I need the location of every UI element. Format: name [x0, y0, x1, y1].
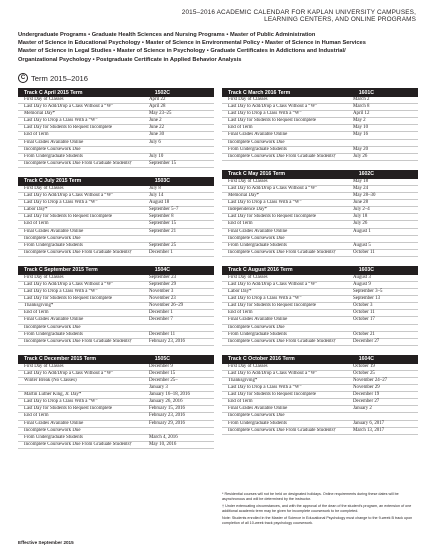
event-label: Last Day to Add/Drop a Class Without a “W”: [24, 370, 114, 376]
event-label: End of Term: [228, 310, 253, 316]
event-date: [353, 413, 418, 419]
event-label: From Undergraduate Students: [24, 331, 83, 337]
event-label: From Undergraduate Students: [228, 242, 287, 248]
event-label: Incomplete Coursework Due: [228, 235, 285, 241]
event-label: Last Day to Add/Drop a Class Without a “W”: [228, 370, 318, 376]
term-title: Track C July 2015 Term: [24, 178, 82, 185]
term-code: 1503C: [154, 178, 170, 185]
event-date: March 8: [353, 104, 370, 110]
event-label: First Day of Classes: [228, 178, 268, 184]
calendar-row: [18, 413, 214, 420]
event-label: Last Day for Students to Request Incomplete: [24, 125, 113, 131]
event-label: Final Grades Available Online: [24, 317, 84, 323]
event-label: First Day of Classes: [228, 274, 268, 280]
calendar-row: [18, 339, 214, 346]
calendar-row: [222, 118, 418, 125]
event-date: July 6: [149, 139, 161, 145]
term-title: Track C April 2015 Term: [24, 89, 83, 96]
event-date: November 3: [149, 289, 174, 295]
event-label: Final Grades Available Online: [24, 139, 84, 145]
term-block: [18, 88, 214, 168]
event-date: July 8: [149, 185, 161, 191]
event-label: Last Day for Students to Request Incomplete: [228, 392, 317, 398]
event-label: Incomplete Coursework Due: [24, 427, 81, 433]
event-label: Incomplete Coursework Due From Graduate Students†: [24, 249, 132, 255]
event-date: September 25: [149, 242, 177, 248]
calendar-row: [18, 147, 214, 154]
calendar-row: [222, 421, 418, 428]
calendar-row: [222, 406, 418, 413]
event-date: December 11: [149, 331, 176, 337]
event-label: Last Day to Drop a Class With a “W”: [228, 111, 302, 117]
calendar-row: [222, 140, 418, 147]
calendar-row: [18, 132, 214, 139]
calendar-row: [18, 118, 214, 125]
calendar-row: [18, 428, 214, 435]
event-label: End of Term: [24, 221, 49, 227]
calendar-row: [18, 325, 214, 332]
event-date: October 19: [353, 363, 375, 369]
event-label: First Day of Classes: [228, 97, 268, 102]
calendar-row: [18, 161, 214, 168]
event-date: December 27: [353, 399, 380, 405]
event-date: August 1: [353, 228, 371, 234]
event-label: Last Day for Students to Request Incomplete: [24, 296, 113, 302]
event-label: Last Day to Add/Drop a Class Without a “W”: [228, 281, 318, 287]
calendar-row: [222, 147, 418, 154]
calendar-row: [222, 97, 418, 104]
event-label: Thanksgiving*: [24, 303, 54, 309]
calendar-row: [222, 132, 418, 139]
left-column: [18, 88, 214, 458]
event-date: October 17: [353, 317, 375, 323]
calendar-row: [222, 250, 418, 257]
event-date: December 27: [353, 338, 380, 344]
event-label: Incomplete Coursework Due: [24, 146, 81, 152]
event-date: August 18: [149, 200, 170, 206]
calendar-row: [18, 399, 214, 406]
event-label: Incomplete Coursework Due: [24, 324, 81, 330]
event-date: September 23: [149, 274, 177, 280]
calendar-row: [222, 413, 418, 420]
event-date: December 15: [149, 370, 176, 376]
event-date: October 21: [353, 331, 375, 337]
event-date: May 23–25: [149, 111, 172, 117]
event-date: [149, 147, 214, 153]
event-date: July 18: [353, 214, 368, 220]
event-label: Independence Day*: [228, 207, 267, 213]
event-label: Last Day for Students to Request Incomplete: [228, 214, 317, 220]
event-date: September 15: [149, 160, 177, 166]
page-header: [0, 9, 416, 24]
event-date: October 11: [353, 310, 375, 316]
calendar-row: [222, 296, 418, 303]
term-code: 1504C: [154, 267, 170, 274]
event-date: February 23, 2016: [149, 413, 185, 419]
term-header: [222, 170, 418, 179]
calendar-row: [222, 214, 418, 221]
calendar-row: [18, 104, 214, 111]
term-header: [18, 177, 214, 186]
event-date: September 13: [353, 296, 381, 302]
event-label: [24, 385, 149, 391]
term-block: [222, 355, 418, 435]
event-label: Thanksgiving*: [228, 378, 258, 383]
calendar-row: [18, 421, 214, 428]
event-label: From Undergraduate Students: [24, 434, 83, 440]
event-label: Last Day to Drop a Class With a “W”: [24, 200, 98, 206]
calendar-row: [222, 317, 418, 324]
calendar-row: [18, 332, 214, 339]
program-line-2: Master of Science in Educational Psychology • Master of Science in Environmental Policy • Master of Science in Human Services: [18, 40, 366, 47]
event-label: Last Day to Add/Drop a Class Without a “W”: [24, 104, 114, 110]
event-date: November 23: [149, 296, 176, 302]
event-date: July 26: [353, 221, 368, 227]
event-label: Final Grades Available Online: [228, 317, 288, 323]
event-label: Incomplete Coursework Due From Graduate Students†: [24, 338, 132, 344]
event-date: April 28: [149, 104, 166, 110]
event-label: Incomplete Coursework Due: [228, 324, 285, 330]
program-line-3: Master of Science in Legal Studies • Master of Science in Psychology • Graduate Certificates in Addictions and Industrial/: [18, 48, 346, 55]
event-label: Labor Day*: [228, 289, 252, 295]
footnote-extension: † Under extenuating circumstances, and with the approval of the dean of the student's program, an extension of one additional academic term may be given for incomplete coursework to be completed.: [222, 504, 412, 513]
term-header: [18, 355, 214, 364]
term-heading-text: Term 2015–2016: [31, 73, 88, 83]
term-code: 1502C: [154, 89, 170, 96]
term-header: [222, 355, 418, 364]
event-date: May 28–30: [353, 193, 376, 199]
event-date: January 3: [149, 385, 168, 391]
calendar-row: [18, 296, 214, 303]
event-label: First Day of Classes: [228, 363, 268, 369]
event-date: May 10, 2016: [149, 441, 177, 447]
event-date: September 15: [149, 221, 177, 227]
event-label: Martin Luther King, Jr. Day*: [24, 392, 82, 398]
event-label: From Undergraduate Students: [228, 331, 287, 337]
event-label: Last Day for Students to Request Incomplete: [228, 303, 317, 309]
calendar-row: [222, 125, 418, 132]
event-date: December 7: [149, 317, 173, 323]
event-date: October 11: [353, 249, 375, 255]
event-label: Incomplete Coursework Due: [228, 139, 285, 145]
calendar-row: [222, 236, 418, 243]
event-date: February 29, 2016: [149, 420, 185, 426]
term-code: 1602C: [358, 171, 374, 178]
term-code: 1603C: [358, 267, 374, 274]
event-date: January 16–18, 2016: [149, 392, 190, 398]
event-label: From Undergraduate Students: [228, 146, 287, 152]
calendar-row: [18, 186, 214, 193]
event-date: December 19: [353, 392, 380, 398]
calendar-row: [222, 207, 418, 214]
calendar-row: [18, 303, 214, 310]
event-date: September 3–5: [353, 289, 383, 295]
calendar-row: [222, 428, 418, 435]
calendar-row: [222, 364, 418, 371]
term-header: [222, 266, 418, 275]
event-label: Memorial Day*: [24, 111, 56, 117]
term-block: [18, 177, 214, 257]
event-label: Last Day to Drop a Class With a “W”: [24, 399, 98, 405]
calendar-row: [222, 179, 418, 186]
term-header: [18, 88, 214, 97]
event-date: September 5–7: [149, 207, 179, 213]
calendar-row: [18, 250, 214, 257]
calendar-row: [18, 317, 214, 324]
term-block: [222, 266, 418, 346]
footnote-holidays: * Residential courses will not be held on designated holidays. Online requirements during these dates will be asynchronous and will be determined by the instructor.: [222, 492, 399, 501]
calendar-row: [222, 303, 418, 310]
calendar-row: [222, 229, 418, 236]
event-date: February 15, 2016: [149, 406, 185, 412]
event-date: June 22: [149, 125, 165, 131]
event-label: Final Grades Available Online: [24, 228, 84, 234]
event-label: End of Term: [228, 399, 253, 405]
event-label: Incomplete Coursework Due From Graduate Students†: [228, 427, 336, 433]
calendar-row: [222, 385, 418, 392]
calendar-row: [18, 229, 214, 236]
event-date: May 10: [353, 125, 369, 131]
event-date: August 5: [353, 242, 371, 248]
header-line-2: LEARNING CENTERS, AND ONLINE PROGRAMS: [264, 16, 416, 24]
event-label: End of Term: [24, 132, 49, 138]
calendar-row: [222, 392, 418, 399]
calendar-row: [222, 378, 418, 385]
calendar-row: [18, 207, 214, 214]
calendar-row: [222, 111, 418, 118]
calendar-row: [18, 193, 214, 200]
event-date: May 2: [353, 118, 366, 124]
track-c-badge-icon: C: [18, 73, 28, 83]
event-date: July 26: [353, 153, 368, 159]
calendar-row: [222, 193, 418, 200]
event-date: October 25: [353, 370, 375, 376]
term-header: [222, 88, 418, 97]
term-code: 1505C: [154, 356, 170, 363]
event-date: [149, 236, 214, 242]
event-date: July 14: [149, 193, 164, 199]
event-label: Last Day to Drop a Class With a “W”: [228, 385, 302, 391]
event-date: June 2: [149, 118, 162, 124]
program-line-1: Undergraduate Programs • Graduate Health Sciences and Nursing Programs • Master of Public Administration: [18, 32, 316, 38]
term-block: [222, 88, 418, 161]
calendar-row: [18, 435, 214, 442]
calendar-row: [18, 406, 214, 413]
event-label: Winter Break (No Classes): [24, 378, 77, 383]
event-label: Last Day to Drop a Class With a “W”: [24, 289, 98, 295]
event-date: April 22: [149, 97, 166, 102]
calendar-row: [18, 371, 214, 378]
event-label: Incomplete Coursework Due: [24, 235, 81, 241]
event-label: Last Day to Drop a Class With a “W”: [24, 118, 98, 124]
term-title: Track C October 2016 Term: [228, 356, 295, 363]
event-date: November 29: [353, 385, 380, 391]
calendar-row: [18, 125, 214, 132]
event-label: Final Grades Available Online: [228, 132, 288, 138]
event-date: January 26, 2016: [149, 399, 183, 405]
calendar-row: [222, 221, 418, 228]
calendar-row: [222, 154, 418, 161]
term-title: Track C March 2016 Term: [228, 89, 291, 96]
calendar-row: [222, 371, 418, 378]
event-label: End of Term: [228, 125, 253, 131]
event-date: May 18: [353, 178, 369, 184]
event-label: Incomplete Coursework Due From Graduate Students†: [228, 249, 336, 255]
event-date: December 9: [149, 363, 173, 369]
calendar-row: [18, 236, 214, 243]
event-label: Final Grades Available Online: [24, 420, 84, 426]
event-date: August 9: [353, 281, 371, 287]
header-line-1: 2015–2016 ACADEMIC CALENDAR FOR KAPLAN UNIVERSITY CAMPUSES,: [181, 9, 416, 16]
calendar-row: [222, 186, 418, 193]
calendar-row: [222, 275, 418, 282]
term-block: [222, 170, 418, 257]
event-date: [149, 428, 214, 434]
event-date: December 1: [149, 249, 173, 255]
calendar-row: [18, 289, 214, 296]
calendar-row: [18, 282, 214, 289]
event-label: Incomplete Coursework Due: [228, 413, 285, 419]
event-date: January 2: [353, 406, 372, 412]
program-line-4: Organizational Psychology • Postgraduate Certificate in Applied Behavior Analysis: [18, 56, 242, 63]
event-label: Last Day to Add/Drop a Class Without a “W”: [228, 104, 318, 110]
event-label: Last Day for Students to Request Incomplete: [24, 214, 113, 220]
term-code: 1604C: [358, 356, 374, 363]
event-date: [149, 325, 214, 331]
calendar-row: [18, 97, 214, 104]
event-date: April 12: [353, 111, 370, 117]
event-date: March 13, 2017: [353, 427, 385, 433]
event-label: Last Day for Students to Request Incomplete: [24, 406, 113, 412]
calendar-row: [222, 399, 418, 406]
footnote-psychology: Note: Students enrolled in the Master of Science in Educational Psychology must change to the 9-week B track upon completion of all 10-week track psychology coursework.: [222, 516, 413, 525]
event-label: First Day of Classes: [24, 97, 64, 102]
calendar-row: [222, 282, 418, 289]
event-date: March 2: [353, 97, 370, 102]
term-block: [18, 266, 214, 346]
calendar-row: [222, 310, 418, 317]
event-label: End of Term: [24, 310, 49, 316]
event-date: January 6, 2017: [353, 420, 385, 426]
program-list: [18, 31, 418, 64]
calendar-row: [222, 325, 418, 332]
event-label: Last Day to Drop a Class With a “W”: [228, 296, 302, 302]
event-label: First Day of Classes: [24, 274, 64, 280]
event-date: [353, 140, 418, 146]
event-label: From Undergraduate Students: [24, 242, 83, 248]
event-date: March 4, 2016: [149, 434, 178, 440]
event-label: Last Day to Add/Drop a Class Without a “W”: [24, 193, 114, 199]
event-label: Last Day for Students to Request Incomplete: [228, 118, 317, 124]
event-label: First Day of Classes: [24, 185, 64, 191]
event-date: June 28: [353, 200, 369, 206]
event-date: September 8: [149, 214, 174, 220]
calendar-row: [18, 214, 214, 221]
term-code: 1601C: [358, 89, 374, 96]
footnotes: [222, 492, 416, 529]
event-label: Incomplete Coursework Due From Graduate Students†: [228, 153, 336, 159]
event-label: Incomplete Coursework Due From Graduate Students†: [228, 338, 336, 344]
event-date: [353, 236, 418, 242]
calendar-row: [18, 378, 214, 385]
calendar-row: [222, 104, 418, 111]
event-date: December 25–: [149, 378, 178, 383]
event-label: Final Grades Available Online: [228, 228, 288, 234]
event-date: November 24–27: [353, 378, 388, 383]
calendar-row: [18, 364, 214, 371]
calendar-row: [18, 243, 214, 250]
term-heading: [18, 72, 88, 84]
event-date: February 23, 2016: [149, 338, 185, 344]
event-date: June 30: [149, 132, 165, 138]
calendar-row: [18, 442, 214, 449]
event-date: May 16: [353, 132, 369, 138]
event-date: December 1: [149, 310, 173, 316]
event-label: From Undergraduate Students: [24, 153, 83, 159]
right-column: [222, 88, 418, 444]
event-date: [353, 325, 418, 331]
event-date: October 3: [353, 303, 373, 309]
event-label: Labor Day*: [24, 207, 48, 213]
event-label: Incomplete Coursework Due From Graduate Students†: [24, 160, 132, 166]
event-date: September 29: [149, 281, 177, 287]
event-label: Final Grades Available Online: [228, 406, 288, 412]
event-label: Memorial Day*: [228, 193, 260, 199]
effective-date: Effective September 2015: [18, 540, 74, 545]
calendar-row: [18, 140, 214, 147]
term-title: Track C August 2016 Term: [228, 267, 293, 274]
term-title: Track C September 2015 Term: [24, 267, 98, 274]
calendar-row: [18, 392, 214, 399]
event-date: November 26–29: [149, 303, 184, 309]
term-block: [18, 355, 214, 449]
term-title: Track C December 2015 Term: [24, 356, 96, 363]
calendar-row: [222, 339, 418, 346]
event-date: September 21: [149, 228, 177, 234]
event-date: August 3: [353, 274, 371, 280]
term-title: Track C May 2016 Term: [228, 171, 285, 178]
calendar-row: [18, 385, 214, 392]
event-date: July 2–4: [353, 207, 370, 213]
calendar-row: [18, 275, 214, 282]
calendar-row: [222, 332, 418, 339]
term-header: [18, 266, 214, 275]
calendar-row: [18, 200, 214, 207]
calendar-row: [18, 310, 214, 317]
calendar-row: [222, 289, 418, 296]
calendar-row: [222, 243, 418, 250]
event-label: End of Term: [228, 221, 253, 227]
calendar-row: [18, 154, 214, 161]
event-date: May 24: [353, 185, 369, 191]
event-label: Incomplete Coursework Due From Graduate Students†: [24, 441, 132, 447]
event-label: First Day of Classes: [24, 363, 64, 369]
event-date: May 20: [353, 146, 369, 152]
event-date: July 10: [149, 153, 164, 159]
event-label: Last Day to Add/Drop a Class Without a “W”: [24, 281, 114, 287]
event-label: End of Term: [24, 413, 49, 419]
event-label: From Undergraduate Students: [228, 420, 287, 426]
calendar-row: [222, 200, 418, 207]
event-label: Last Day to Add/Drop a Class Without a “W”: [228, 185, 318, 191]
event-label: Last Day to Drop a Class With a “W”: [228, 200, 302, 206]
calendar-row: [18, 111, 214, 118]
calendar-row: [18, 221, 214, 228]
